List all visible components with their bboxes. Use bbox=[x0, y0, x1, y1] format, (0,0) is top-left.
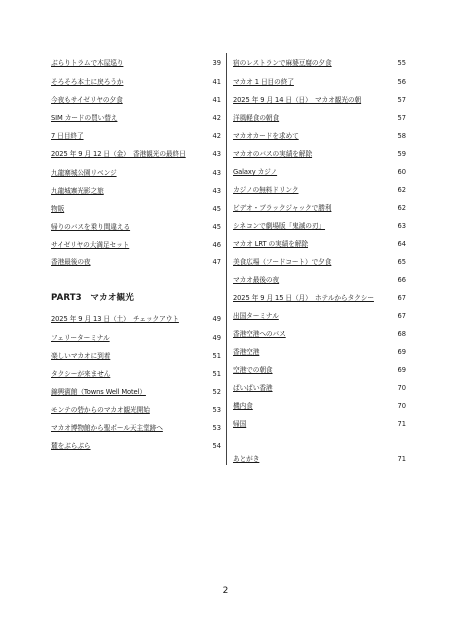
toc-entry-page: 53 bbox=[212, 406, 221, 414]
toc-entry-title[interactable]: 2025 年 9 月 13 日（土） チェックアウト bbox=[51, 315, 179, 323]
toc-entry-page: 55 bbox=[397, 59, 406, 67]
toc-entry[interactable] bbox=[51, 239, 221, 251]
toc-entry-page: 71 bbox=[397, 455, 406, 463]
toc-entry[interactable] bbox=[51, 185, 221, 197]
toc-entry-page: 42 bbox=[212, 132, 221, 140]
toc-entry-page: 68 bbox=[397, 330, 406, 338]
toc-entry-title[interactable]: サイゼリヤの大満足セット bbox=[51, 241, 130, 249]
toc-entry-page: 39 bbox=[212, 59, 221, 67]
toc-entry-title[interactable]: 香港空港 bbox=[233, 348, 260, 356]
toc-entry-page: 45 bbox=[212, 223, 221, 231]
toc-entry[interactable] bbox=[233, 400, 406, 412]
toc-entry[interactable] bbox=[51, 256, 221, 268]
toc-entry[interactable] bbox=[51, 203, 221, 215]
toc-entry-title[interactable]: マカオ LRT の実績を解除 bbox=[233, 240, 309, 248]
toc-entry-page: 43 bbox=[212, 150, 221, 158]
toc-entry[interactable] bbox=[51, 57, 221, 69]
toc-entry[interactable] bbox=[51, 130, 221, 142]
toc-entry-page: 54 bbox=[212, 442, 221, 450]
toc-entry[interactable] bbox=[233, 292, 406, 304]
toc-entry[interactable] bbox=[233, 112, 406, 124]
toc-entry-page: 49 bbox=[212, 334, 221, 342]
toc-entry-page: 43 bbox=[212, 187, 221, 195]
toc-entry-title[interactable]: ぶらりトラムで木屋巡り bbox=[51, 59, 124, 67]
toc-entry-title[interactable]: 物販 bbox=[51, 205, 65, 213]
toc-entry-title[interactable]: Galaxy カジノ bbox=[233, 168, 278, 176]
toc-entry[interactable] bbox=[51, 148, 221, 160]
toc-entry[interactable] bbox=[233, 418, 406, 430]
toc-entry-page: 57 bbox=[397, 96, 406, 104]
toc-entry-page: 66 bbox=[397, 276, 406, 284]
toc-entry-title[interactable]: 麓をぶらぶら bbox=[51, 442, 91, 450]
toc-entry-title[interactable]: あとがき bbox=[233, 455, 260, 463]
page-number: 2 bbox=[222, 586, 229, 596]
toc-entry[interactable] bbox=[233, 184, 406, 196]
toc-entry[interactable] bbox=[51, 350, 221, 362]
toc-entry-title[interactable]: 九龍城寨光影之旅 bbox=[51, 187, 104, 195]
toc-entry-title[interactable]: 7 日目終了 bbox=[51, 132, 84, 140]
toc-entry-title[interactable]: SIM カードの買い替え bbox=[51, 114, 118, 122]
toc-entry-title[interactable]: 今夜もサイゼリヤの夕食 bbox=[51, 96, 123, 104]
toc-entry-title[interactable]: マカオのバスの実績を解除 bbox=[233, 150, 313, 158]
toc-entry[interactable] bbox=[51, 368, 221, 380]
toc-entry-page: 70 bbox=[397, 384, 406, 392]
toc-entry[interactable] bbox=[233, 202, 406, 214]
toc-entry-title[interactable]: 出国ターミナル bbox=[233, 312, 279, 320]
toc-entry-title[interactable]: そろそろ本土に戻ろうか bbox=[51, 78, 124, 86]
toc-entry-page: 53 bbox=[212, 424, 221, 432]
section-heading: PART3 マカオ観光 bbox=[51, 293, 134, 303]
toc-entry[interactable] bbox=[51, 94, 221, 106]
toc-entry-title[interactable]: カジノの無料ドリンク bbox=[233, 186, 299, 194]
toc-entry-page: 69 bbox=[397, 366, 406, 374]
toc-entry-title[interactable]: 2025 年 9 月 15 日（月） ホテルからタクシー bbox=[233, 294, 374, 302]
toc-entry-page: 56 bbox=[397, 78, 406, 86]
toc-entry[interactable] bbox=[233, 310, 406, 322]
toc-entry-title[interactable]: マカオ 1 日目の終了 bbox=[233, 78, 294, 86]
toc-entry[interactable] bbox=[233, 238, 406, 250]
toc-entry[interactable] bbox=[233, 453, 406, 465]
toc-entry-title[interactable]: マカオ最後の夜 bbox=[233, 276, 280, 284]
toc-entry[interactable] bbox=[233, 57, 406, 69]
toc-entry[interactable] bbox=[51, 386, 221, 398]
toc-entry[interactable] bbox=[233, 256, 406, 268]
toc-entry[interactable] bbox=[233, 328, 406, 340]
toc-entry-page: 71 bbox=[397, 420, 406, 428]
toc-entry[interactable] bbox=[233, 346, 406, 358]
toc-entry-page: 67 bbox=[397, 312, 406, 320]
toc-entry-title[interactable]: シネコンで劇場版「鬼滅の刃」 bbox=[233, 222, 326, 230]
toc-entry-page: 42 bbox=[212, 114, 221, 122]
toc-entry-page: 41 bbox=[212, 96, 221, 104]
toc-entry-page: 62 bbox=[397, 186, 406, 194]
toc-entry-title[interactable]: 九龍寨城公園リベンジ bbox=[51, 169, 117, 177]
toc-entry-title[interactable]: 帰国 bbox=[233, 420, 247, 428]
toc-entry-page: 67 bbox=[397, 294, 406, 302]
toc-entry-title[interactable]: モンテの砦からのマカオ観光開始 bbox=[51, 406, 150, 414]
toc-entry-title[interactable]: 錦興賓館（Towns Well Motel） bbox=[51, 388, 146, 396]
toc-entry-title[interactable]: 空港での朝食 bbox=[233, 366, 273, 374]
toc-entry-title[interactable]: 香港最後の夜 bbox=[51, 258, 91, 266]
toc-entry-title[interactable]: ばいばい香港 bbox=[233, 384, 273, 392]
toc-entry-page: 59 bbox=[397, 150, 406, 158]
toc-entry-title[interactable]: フェリーターミナル bbox=[51, 334, 110, 342]
toc-entry[interactable] bbox=[51, 221, 221, 233]
toc-entry[interactable] bbox=[51, 313, 221, 325]
toc-entry-page: 65 bbox=[397, 258, 406, 266]
toc-entry-page: 51 bbox=[212, 370, 221, 378]
toc-entry[interactable] bbox=[51, 404, 221, 416]
toc-entry-title[interactable]: 帰りのバスを乗り間違える bbox=[51, 223, 131, 231]
toc-entry[interactable] bbox=[233, 130, 406, 142]
toc-entry-page: 46 bbox=[212, 241, 221, 249]
toc-entry[interactable] bbox=[51, 112, 221, 124]
toc-entry[interactable] bbox=[51, 332, 221, 344]
toc-entry-page: 69 bbox=[397, 348, 406, 356]
toc-entry-title[interactable]: 2025 年 9 月 12 日（金） 香港観光の最終日 bbox=[51, 150, 186, 158]
toc-entry[interactable] bbox=[233, 166, 406, 178]
toc-entry-title[interactable]: マカオカードを求めて bbox=[233, 132, 299, 140]
toc-entry[interactable] bbox=[233, 220, 406, 232]
toc-entry-title[interactable]: マカオ博物館から聖ポール天主堂跡へ bbox=[51, 424, 163, 432]
toc-entry-title[interactable]: タクシーが来ません bbox=[51, 370, 111, 378]
toc-entry[interactable] bbox=[233, 76, 406, 88]
toc-entry[interactable] bbox=[233, 94, 406, 106]
toc-entry[interactable] bbox=[51, 422, 221, 434]
toc-entry-title[interactable]: 香港空港へのバス bbox=[233, 330, 286, 338]
toc-entry[interactable] bbox=[51, 76, 221, 88]
toc-entry-page: 62 bbox=[397, 204, 406, 212]
toc-entry-title[interactable]: 機内食 bbox=[233, 402, 253, 410]
toc-entry-page: 49 bbox=[212, 315, 221, 323]
toc-entry[interactable] bbox=[233, 274, 406, 286]
toc-entry-title[interactable]: 宿のレストランで麻婆豆腐の夕食 bbox=[233, 59, 332, 67]
toc-entry-title[interactable]: 洋風軽食の朝食 bbox=[233, 114, 280, 122]
toc-entry-title[interactable]: 楽しいマカオに到着 bbox=[51, 352, 111, 360]
toc-entry-page: 51 bbox=[212, 352, 221, 360]
toc-entry[interactable] bbox=[51, 440, 221, 452]
column-divider bbox=[226, 53, 227, 465]
toc-entry-page: 41 bbox=[212, 78, 221, 86]
toc-entry-page: 60 bbox=[397, 168, 406, 176]
toc-entry-page: 43 bbox=[212, 169, 221, 177]
toc-entry[interactable] bbox=[51, 167, 221, 179]
toc-entry[interactable] bbox=[233, 382, 406, 394]
toc-entry-title[interactable]: ビデオ・ブラックジャックで勝利 bbox=[233, 204, 332, 212]
toc-entry[interactable] bbox=[233, 364, 406, 376]
toc-entry-page: 47 bbox=[212, 258, 221, 266]
toc-entry-page: 45 bbox=[212, 205, 221, 213]
toc-entry-page: 70 bbox=[397, 402, 406, 410]
toc-entry-page: 63 bbox=[397, 222, 406, 230]
toc-entry[interactable] bbox=[233, 148, 406, 160]
toc-entry-page: 57 bbox=[397, 114, 406, 122]
toc-entry-title[interactable]: 美食広場（フードコート）で夕食 bbox=[233, 258, 332, 266]
toc-entry-page: 64 bbox=[397, 240, 406, 248]
toc-entry-title[interactable]: 2025 年 9 月 14 日（日） マカオ観光の朝 bbox=[233, 96, 362, 104]
toc-entry-page: 58 bbox=[397, 132, 406, 140]
toc-entry-page: 52 bbox=[212, 388, 221, 396]
